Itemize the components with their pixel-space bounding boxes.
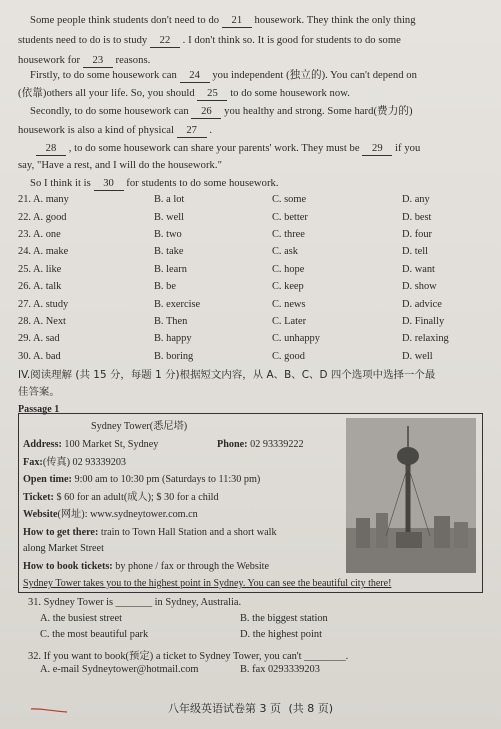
option-a: 29. A. sad — [18, 333, 60, 344]
option-d: D. advice — [402, 299, 442, 310]
option-row — [18, 212, 483, 226]
option-row — [18, 281, 483, 295]
text: , to do some housework can share your parents' work. They must be — [68, 143, 360, 154]
option-a: 27. A. study — [18, 299, 69, 310]
ad-fax — [23, 456, 126, 469]
q32-option-a: A. e-mail Sydneytower@hotmail.com — [40, 664, 199, 675]
option-c: C. news — [272, 299, 306, 310]
option-d: D. four — [402, 229, 433, 240]
text: for students to do some housework. — [126, 178, 279, 189]
option-a: 22. A. good — [18, 212, 67, 223]
option-c: C. unhappy — [272, 333, 320, 344]
value: 9:00 am to 10:30 pm (Saturdays to 11:30 pm) — [74, 474, 261, 485]
option-a: 24. A. make — [18, 246, 69, 257]
ad-tagline: Sydney Tower takes you to the highest point in Sydney. You can see the beautiful city there! — [23, 578, 392, 589]
label: How to book tickets: — [23, 561, 113, 572]
blank-30: 30 — [94, 177, 124, 191]
option-b: B. learn — [154, 264, 187, 275]
option-b: B. a lot — [154, 194, 185, 205]
option-row — [18, 194, 483, 208]
passage-line-8 — [36, 142, 477, 156]
option-c: C. some — [272, 194, 307, 205]
blank-21: 21 — [222, 14, 252, 28]
text: if you — [395, 143, 421, 154]
ad-title: Sydney Tower(悉尼塔) — [91, 421, 188, 432]
value: by phone / fax or through the Website — [115, 561, 270, 572]
passage-label: Passage 1 — [18, 404, 60, 415]
option-row — [18, 264, 483, 278]
blank-27: 27 — [177, 124, 207, 138]
section-heading-cont: 佳答案。 — [18, 386, 60, 398]
q31-option-d: D. the highest point — [240, 629, 322, 640]
value: $ 60 for an adult(成人); $ 30 for a child — [56, 492, 219, 503]
option-a: 28. A. Next — [18, 316, 66, 327]
passage-line-4 — [30, 69, 477, 83]
blank-29: 29 — [362, 142, 392, 156]
text: . I don't think so. It is good for students to do some — [182, 35, 401, 46]
q31-option-c: C. the most beautiful park — [40, 629, 149, 640]
option-d: D. well — [402, 351, 433, 362]
footer-page-number: 八年级英语试卷第 3 页 — [167, 702, 281, 715]
pen-mark — [30, 706, 68, 714]
text: . — [209, 125, 213, 136]
text: students need to do is to study — [18, 35, 148, 46]
sydney-tower-photo — [346, 418, 476, 573]
option-c: C. ask — [272, 246, 298, 257]
footer-total-pages: (共 8 页) — [288, 702, 334, 715]
value: 100 Market St, Sydney — [64, 439, 159, 450]
text: So I think it is — [30, 178, 91, 189]
option-b: B. exercise — [154, 299, 201, 310]
option-d: D. show — [402, 281, 437, 292]
option-c: C. keep — [272, 281, 304, 292]
text: housework. They think the only thing — [254, 15, 416, 26]
option-c: C. better — [272, 212, 308, 223]
q31-option-b: B. the biggest station — [240, 613, 328, 624]
option-b: B. boring — [154, 351, 194, 362]
value: 02 93339222 — [250, 439, 304, 450]
option-b: B. be — [154, 281, 176, 292]
text: housework is also a kind of physical — [18, 125, 174, 136]
blank-24: 24 — [180, 69, 210, 83]
value: train to Town Hall Station and a short walk — [100, 527, 277, 538]
label: Address: — [23, 439, 62, 450]
option-d: D. relaxing — [402, 333, 449, 344]
option-d: D. Finally — [402, 316, 445, 327]
q31-stem: 31. Sydney Tower is _______ in Sydney, Australia. — [28, 597, 242, 608]
option-b: B. take — [154, 246, 184, 257]
option-d: D. want — [402, 264, 435, 275]
text: Some people think students don't need to do — [30, 15, 220, 26]
text: Firstly, to do some housework can — [30, 70, 177, 81]
option-d: D. any — [402, 194, 430, 205]
label: Phone: — [217, 439, 248, 450]
value: (网址): www.sydneytower.com.cn — [57, 509, 198, 520]
option-a: 30. A. bad — [18, 351, 61, 362]
option-c: C. three — [272, 229, 305, 240]
label: Website — [23, 509, 58, 520]
page-footer — [0, 700, 501, 716]
option-row — [18, 299, 483, 313]
option-c: C. hope — [272, 264, 305, 275]
blank-22: 22 — [150, 34, 180, 48]
option-c: C. good — [272, 351, 305, 362]
ad-how-book — [23, 560, 269, 573]
option-row — [18, 316, 483, 330]
option-a: 26. A. talk — [18, 281, 62, 292]
option-b: B. well — [154, 212, 185, 223]
ad-ticket — [23, 491, 219, 504]
ad-phone — [217, 438, 304, 451]
ad-how-get — [23, 526, 277, 539]
text: you healthy and strong. Some hard(费力的) — [224, 106, 413, 117]
option-a: 21. A. many — [18, 194, 69, 205]
text: (依靠)others all your life. So, you should — [18, 88, 195, 99]
option-row — [18, 246, 483, 260]
passage-line-1 — [30, 14, 477, 28]
ad-address — [23, 438, 158, 451]
blank-28: 28 — [36, 142, 66, 156]
passage-line-5 — [18, 87, 477, 101]
option-row — [18, 229, 483, 243]
ad-box — [18, 413, 483, 593]
q31-option-a: A. the busiest street — [40, 613, 122, 624]
passage-line-10 — [30, 177, 477, 191]
label: Ticket: — [23, 492, 54, 503]
blank-26: 26 — [191, 105, 221, 119]
passage-line-6 — [30, 105, 477, 119]
value: (传真) 02 93339203 — [42, 457, 127, 468]
passage-line-2 — [18, 34, 477, 48]
ad-open-time — [23, 473, 260, 486]
option-row — [18, 351, 483, 365]
text: reasons. — [115, 55, 151, 66]
label: Open time: — [23, 474, 72, 485]
option-b: B. two — [154, 229, 182, 240]
text: Secondly, to do some housework can — [30, 106, 189, 117]
passage-line-7 — [18, 124, 477, 138]
q32-option-b: B. fax 0293339203 — [240, 664, 320, 675]
option-c: C. Later — [272, 316, 307, 327]
passage-line-9 — [18, 159, 477, 172]
option-b: B. happy — [154, 333, 192, 344]
section-heading: IV.阅读理解 (共 15 分，每题 1 分)根据短文内容，从 A、B、C、D 四个选项中选择一个最 — [18, 369, 436, 381]
passage-line-3 — [18, 54, 477, 68]
option-a: 23. A. one — [18, 229, 61, 240]
ad-how-get-cont: along Market Street — [23, 543, 104, 554]
text: say, "Have a rest, and I will do the housework." — [18, 160, 222, 171]
tower-image — [346, 418, 476, 573]
q32-stem: 32. If you want to book(预定) a ticket to Sydney Tower, you can't ________. — [28, 651, 349, 662]
option-b: B. Then — [154, 316, 188, 327]
option-a: 25. A. like — [18, 264, 62, 275]
text: to do some housework now. — [230, 88, 350, 99]
option-d: D. best — [402, 212, 432, 223]
option-row — [18, 333, 483, 347]
label: How to get there: — [23, 527, 99, 538]
label: Fax: — [23, 457, 43, 468]
blank-23: 23 — [83, 54, 113, 68]
ad-website — [23, 508, 198, 521]
option-d: D. tell — [402, 246, 428, 257]
blank-25: 25 — [197, 87, 227, 101]
text: housework for — [18, 55, 81, 66]
text: you independent (独立的). You can't depend on — [212, 70, 417, 81]
